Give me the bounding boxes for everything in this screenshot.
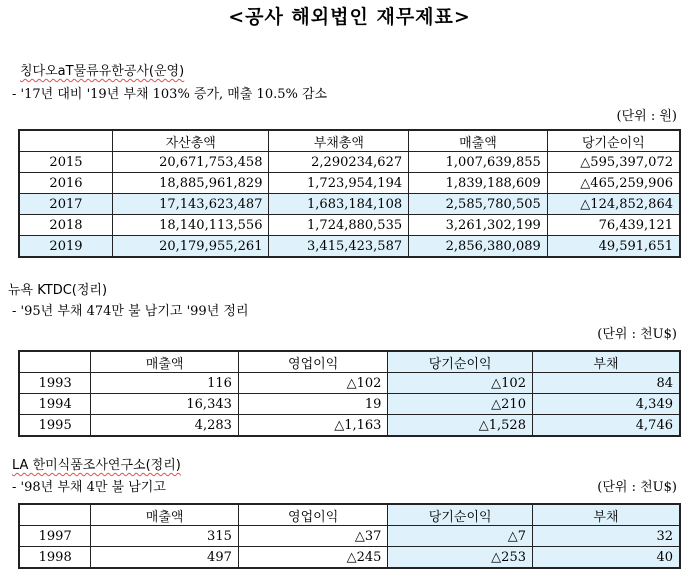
table-row xyxy=(19,215,680,236)
year-cell: 1995 xyxy=(19,415,91,437)
unit-label: (단위 : 천U$) xyxy=(597,480,677,495)
header-cell: 당기순이익 xyxy=(388,504,533,526)
year-cell: 2019 xyxy=(19,236,112,258)
table-header-row xyxy=(19,351,680,373)
value-cell: 49,591,651 xyxy=(547,236,680,258)
value-cell: 315 xyxy=(91,526,239,547)
year-cell: 1997 xyxy=(19,526,91,547)
value-cell: 116 xyxy=(91,373,239,394)
value-cell: 20,671,753,458 xyxy=(112,152,269,173)
unit-label: (단위 : 원) xyxy=(616,109,677,124)
value-cell: △245 xyxy=(238,547,388,569)
section-heading-la xyxy=(12,454,181,473)
table-row xyxy=(19,173,680,194)
value-cell: △102 xyxy=(388,373,533,394)
year-cell: 2017 xyxy=(19,194,112,215)
table-newyork xyxy=(18,350,681,437)
value-cell: 1,683,184,108 xyxy=(269,194,409,215)
value-cell: 18,140,113,556 xyxy=(112,215,269,236)
value-cell: 1,007,639,855 xyxy=(409,152,548,173)
unit-label: (단위 : 천U$) xyxy=(597,327,677,342)
table-row xyxy=(19,152,680,173)
section-note: - '98년 부채 4만 불 남기고 xyxy=(12,480,166,495)
value-cell: △595,397,072 xyxy=(547,152,680,173)
value-cell: △37 xyxy=(238,526,388,547)
table-row xyxy=(19,373,680,394)
value-cell: 3,261,302,199 xyxy=(409,215,548,236)
value-cell: 19 xyxy=(238,394,388,415)
document-title: <공사 해외법인 재무제표> xyxy=(228,6,471,28)
header-cell: 부채 xyxy=(532,351,680,373)
value-cell: 497 xyxy=(91,547,239,569)
section-note: - '17년 대비 '19년 부채 103% 증가, 매출 10.5% 감소 xyxy=(12,87,328,102)
table-row xyxy=(19,415,680,437)
value-cell: 18,885,961,829 xyxy=(112,173,269,194)
header-cell xyxy=(19,504,91,526)
year-cell: 2016 xyxy=(19,173,112,194)
value-cell: 20,179,955,261 xyxy=(112,236,269,258)
table-header-row xyxy=(19,504,680,526)
header-cell: 자산총액 xyxy=(112,130,269,152)
value-cell: △102 xyxy=(238,373,388,394)
value-cell: △1,528 xyxy=(388,415,533,437)
year-cell: 1994 xyxy=(19,394,91,415)
header-cell: 매출액 xyxy=(91,504,239,526)
value-cell: 1,724,880,535 xyxy=(269,215,409,236)
section-heading-text: LA 한미식품조사연구소(정리) xyxy=(12,458,181,473)
value-cell: △465,259,906 xyxy=(547,173,680,194)
table-row xyxy=(19,394,680,415)
section-note: - '95년 부채 474만 불 남기고 '99년 정리 xyxy=(12,304,249,319)
year-cell: 1998 xyxy=(19,547,91,569)
header-cell: 부채 xyxy=(532,504,680,526)
year-cell: 1993 xyxy=(19,373,91,394)
year-cell: 2018 xyxy=(19,215,112,236)
value-cell: 32 xyxy=(532,526,680,547)
value-cell: 2,290234,627 xyxy=(269,152,409,173)
header-cell: 당기순이익 xyxy=(547,130,680,152)
value-cell: 16,343 xyxy=(91,394,239,415)
value-cell: 4,746 xyxy=(532,415,680,437)
header-cell: 매출액 xyxy=(409,130,548,152)
value-cell: 2,585,780,505 xyxy=(409,194,548,215)
header-cell xyxy=(19,351,91,373)
header-cell: 영업이익 xyxy=(238,351,388,373)
value-cell: 17,143,623,487 xyxy=(112,194,269,215)
table-qingdao xyxy=(18,129,681,258)
table-la xyxy=(18,503,681,569)
value-cell: 4,349 xyxy=(532,394,680,415)
value-cell: 4,283 xyxy=(91,415,239,437)
value-cell: △253 xyxy=(388,547,533,569)
table-header-row xyxy=(19,130,680,152)
table-row-highlighted xyxy=(19,194,680,215)
value-cell: △7 xyxy=(388,526,533,547)
header-cell: 매출액 xyxy=(91,351,239,373)
section-heading-text: 칭다오aT물류유한공사(운영) xyxy=(20,64,185,79)
value-cell: 76,439,121 xyxy=(547,215,680,236)
header-cell: 영업이익 xyxy=(238,504,388,526)
value-cell: 84 xyxy=(532,373,680,394)
table-row-highlighted xyxy=(19,236,680,258)
header-cell: 부채총액 xyxy=(269,130,409,152)
header-cell xyxy=(19,130,112,152)
table-row xyxy=(19,547,680,569)
value-cell: △124,852,864 xyxy=(547,194,680,215)
value-cell: 1,723,954,194 xyxy=(269,173,409,194)
header-cell: 당기순이익 xyxy=(388,351,533,373)
table-row xyxy=(19,526,680,547)
value-cell: △1,163 xyxy=(238,415,388,437)
value-cell: 1,839,188,609 xyxy=(409,173,548,194)
section-heading-newyork: 뉴욕 KTDC(정리) xyxy=(8,283,108,298)
value-cell: △210 xyxy=(388,394,533,415)
value-cell: 2,856,380,089 xyxy=(409,236,548,258)
value-cell: 40 xyxy=(532,547,680,569)
year-cell: 2015 xyxy=(19,152,112,173)
section-heading-qingdao xyxy=(20,60,184,79)
value-cell: 3,415,423,587 xyxy=(269,236,409,258)
